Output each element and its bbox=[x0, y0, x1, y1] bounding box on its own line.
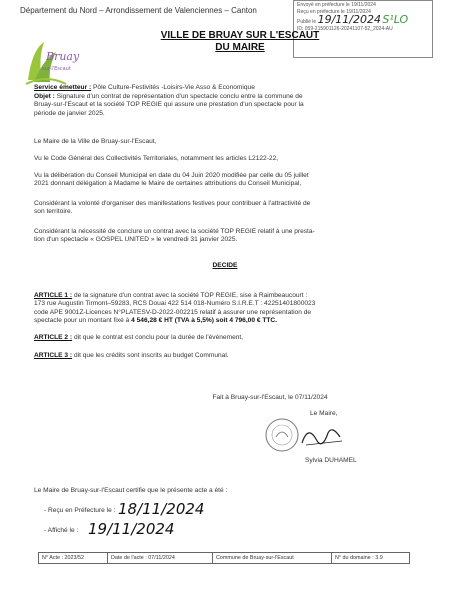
article-2-text: dit que le contrat est conclu pour la durée de l'événement, bbox=[73, 334, 244, 341]
received-label: Reçu en Préfecture le : bbox=[48, 507, 116, 514]
object-line3: période de janvier 2025. bbox=[34, 109, 105, 117]
footer-commune: Commune de Bruay-sur-l'Escaut bbox=[213, 553, 332, 563]
mayor-name: Sylvia DUHAMEL bbox=[305, 457, 357, 464]
article-3 bbox=[34, 352, 428, 360]
posted-date: 19/11/2024 bbox=[88, 520, 175, 538]
considering-contract-l1: Considérant la nécessité de conclure un contrat avec la société TOP REGIE relatif à une presta- bbox=[34, 228, 315, 235]
stamp-id: ID: 059-215901126-20241107-52_2024-AU bbox=[297, 26, 393, 32]
stamp-received: Reçu en préfecture le 19/11/2024 bbox=[297, 9, 371, 15]
article-1-amount: 4 546,28 € HT (TVA à 5,5%) soit 4 796,00 € TTC. bbox=[131, 317, 277, 325]
service-value: Pôle Culture-Festivités -Loisirs-Vie Asso & Economique bbox=[93, 84, 255, 91]
council-deliberation bbox=[34, 172, 426, 189]
document-title: VILLE DE BRUAY SUR L'ESCAUT bbox=[160, 30, 320, 41]
considering-contract-l2: tion d'un spectacle « GOSPEL UNITED » le vendredi 31 janvier 2025. bbox=[34, 236, 238, 244]
stamp-published-label: Publié le bbox=[297, 19, 317, 25]
article-3-label: ARTICLE 3 : bbox=[34, 352, 73, 359]
place-date: Fait à Bruay-sur-l'Escaut, le 07/11/2024 bbox=[212, 394, 328, 401]
document-subtitle: DU MAIRE bbox=[215, 42, 265, 53]
footer-act-date: Date de l'acte : 07/11/2024 bbox=[108, 553, 213, 563]
article-1-l4a: spectacle pour un montant fixé à bbox=[34, 317, 132, 325]
article-1-l1: de la signature d'un contrat avec la société TOP REGIE, sise à Raimbeaucourt : bbox=[73, 292, 308, 299]
posted-label: Affiché le : bbox=[47, 527, 79, 534]
article-1-l2: 173 rue Augustin Tirmont–59283, RCS Douai 422 514 018-Numéro S.I.R.E.T : 42251401800023 bbox=[34, 300, 316, 308]
footer-domain: N° du domaine : 3.9 bbox=[335, 555, 383, 561]
article-1-label: ARTICLE 1 : bbox=[34, 292, 73, 299]
certify-posted: - Affiché le : bbox=[44, 527, 79, 534]
official-seal-and-signature bbox=[262, 415, 348, 457]
footer-act-number: N° Acte : 2023/52 bbox=[39, 553, 108, 563]
considering-contract bbox=[34, 228, 426, 245]
logo-subname: sur-l'Escaut bbox=[42, 66, 71, 72]
council-deliberation-l2: 2021 donnant délégation à Madame le Maire de certaines attributions du Conseil Municipal, bbox=[34, 180, 302, 188]
council-deliberation-l1: Vu la délibération du Conseil Municipal en date du 04 Juin 2020 modifiée par celle du 05 juillet bbox=[34, 172, 309, 179]
object-line1: Signature d'un contrat de représentation d'un spectacle conclu entre la commune de bbox=[56, 93, 303, 100]
logo-name: Bruay bbox=[46, 50, 80, 63]
stamp-sent: Envoyé en préfecture le 19/11/2024 bbox=[297, 2, 376, 8]
article-2-label: ARTICLE 2 : bbox=[34, 334, 73, 341]
service-line bbox=[34, 84, 424, 92]
object-line2: Bruay-sur-l'Escaut et la société TOP REGIE qui assure une prestation d'un spectacle pour la bbox=[34, 101, 304, 109]
article-1-l3: code APE 9001Z-Licences N°PLATESV-D-2022-002215 relatif à assurer une représentation de bbox=[34, 308, 312, 316]
object-block bbox=[34, 93, 426, 118]
decide-heading: DECIDE bbox=[212, 262, 238, 269]
mayor-title: Le Maire, bbox=[310, 410, 338, 417]
article-2 bbox=[34, 334, 428, 342]
article-3-text: dit que les crédits sont inscrits au budget Communal. bbox=[73, 352, 229, 359]
stamp-published-extra: S¹LO bbox=[382, 13, 409, 26]
department-header: Département du Nord – Arrondissement de Valenciennes – Canton bbox=[20, 6, 257, 15]
mayor-intro: Le Maire de la Ville de Bruay-sur-l'Escaut, bbox=[34, 138, 157, 145]
article-1 bbox=[34, 292, 428, 326]
footer-table bbox=[38, 552, 410, 564]
certify-text: Le Maire de Bruay-sur-l'Escaut certifie que le présente acte a été : bbox=[34, 487, 228, 494]
received-date: 18/11/2024 bbox=[118, 500, 205, 518]
certify-received: - Reçu en Préfecture le : bbox=[44, 507, 116, 514]
stamp-published-row bbox=[297, 13, 429, 26]
service-label: Service émetteur : bbox=[34, 84, 92, 91]
stamp-published-date: 19/11/2024 bbox=[317, 13, 381, 26]
considering-festive-l1: Considérant la volonté d'organiser des manifestations festives pour contribuer à l'attractivité de bbox=[34, 200, 311, 207]
considering-festive-l2: son territoire. bbox=[34, 208, 73, 216]
considering-festive bbox=[34, 200, 426, 217]
object-label: Objet : bbox=[34, 93, 55, 100]
code-reference: Vu le Code Général des Collectivités Territoriales, notamment les articles L2122-22, bbox=[34, 155, 279, 162]
